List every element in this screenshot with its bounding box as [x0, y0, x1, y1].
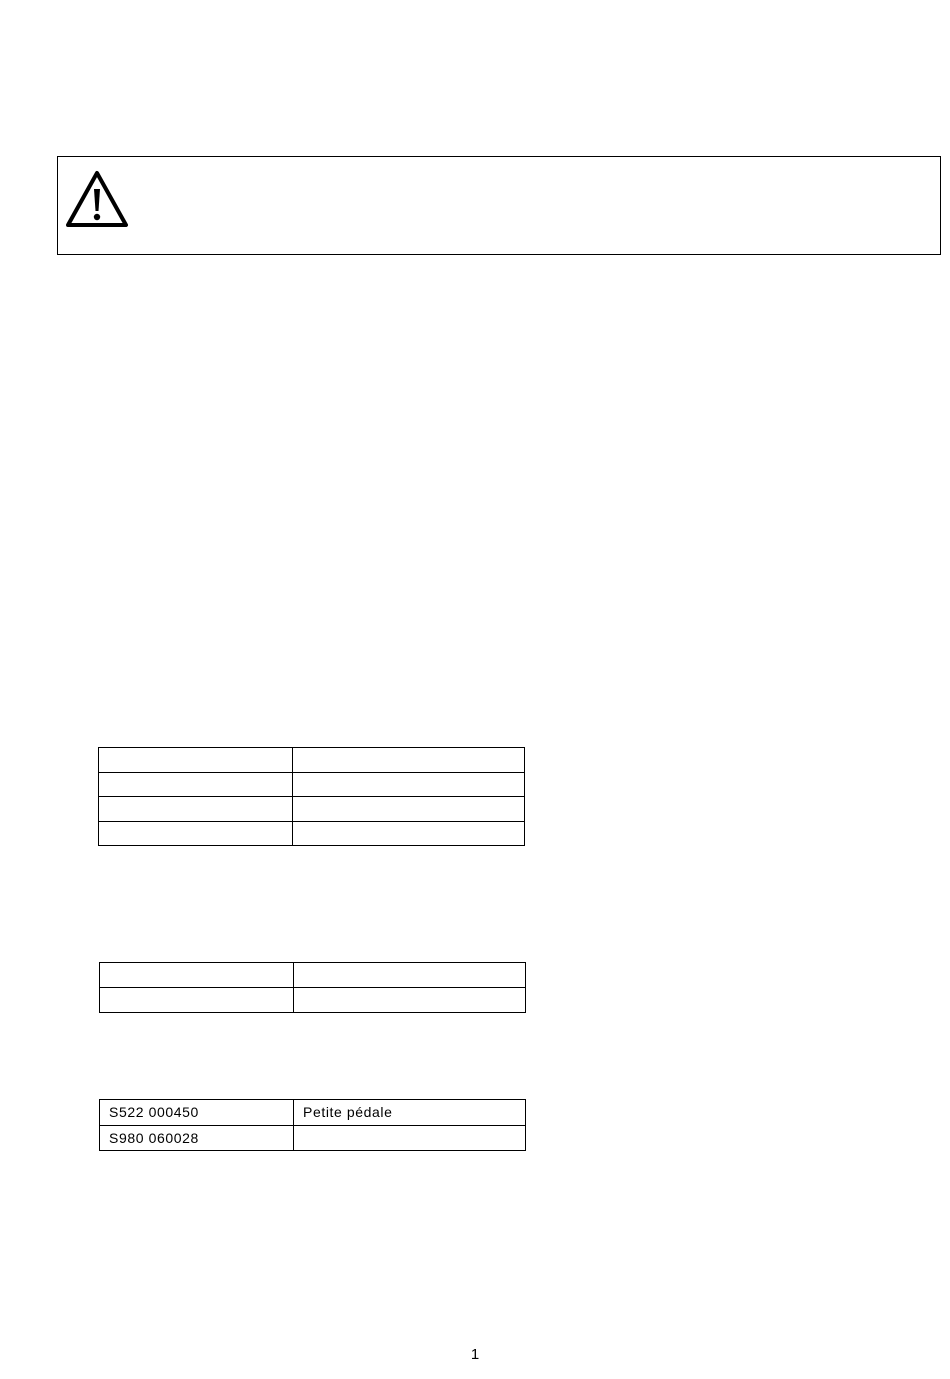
table-row: [99, 772, 525, 797]
table-cell: [293, 797, 525, 822]
table-cell: [293, 772, 525, 797]
warning-triangle-icon: [64, 169, 130, 229]
table-row: [100, 1100, 526, 1126]
part-description-cell: Petite pédale: [294, 1100, 526, 1126]
table-row: [100, 1125, 526, 1151]
table-row: [99, 748, 525, 773]
table-cell: [293, 821, 525, 846]
parts-table-2: [99, 962, 526, 1013]
part-description-cell: [294, 1125, 526, 1151]
page-number: 1: [470, 1346, 480, 1363]
parts-table-3: [99, 1099, 526, 1151]
warning-box: [57, 156, 941, 255]
table-row: [100, 963, 526, 988]
table-row: [99, 821, 525, 846]
table-cell: [100, 963, 294, 988]
table-row: [100, 988, 526, 1013]
part-number-cell: S522 000450: [100, 1100, 294, 1126]
table-cell: [99, 772, 293, 797]
table-cell: [99, 797, 293, 822]
table-cell: [294, 963, 526, 988]
table-cell: [294, 988, 526, 1013]
parts-table-1: [98, 747, 525, 846]
part-number-cell: S980 060028: [100, 1125, 294, 1151]
table-cell: [99, 821, 293, 846]
table-cell: [99, 748, 293, 773]
table-cell: [100, 988, 294, 1013]
table-cell: [293, 748, 525, 773]
table-row: [99, 797, 525, 822]
